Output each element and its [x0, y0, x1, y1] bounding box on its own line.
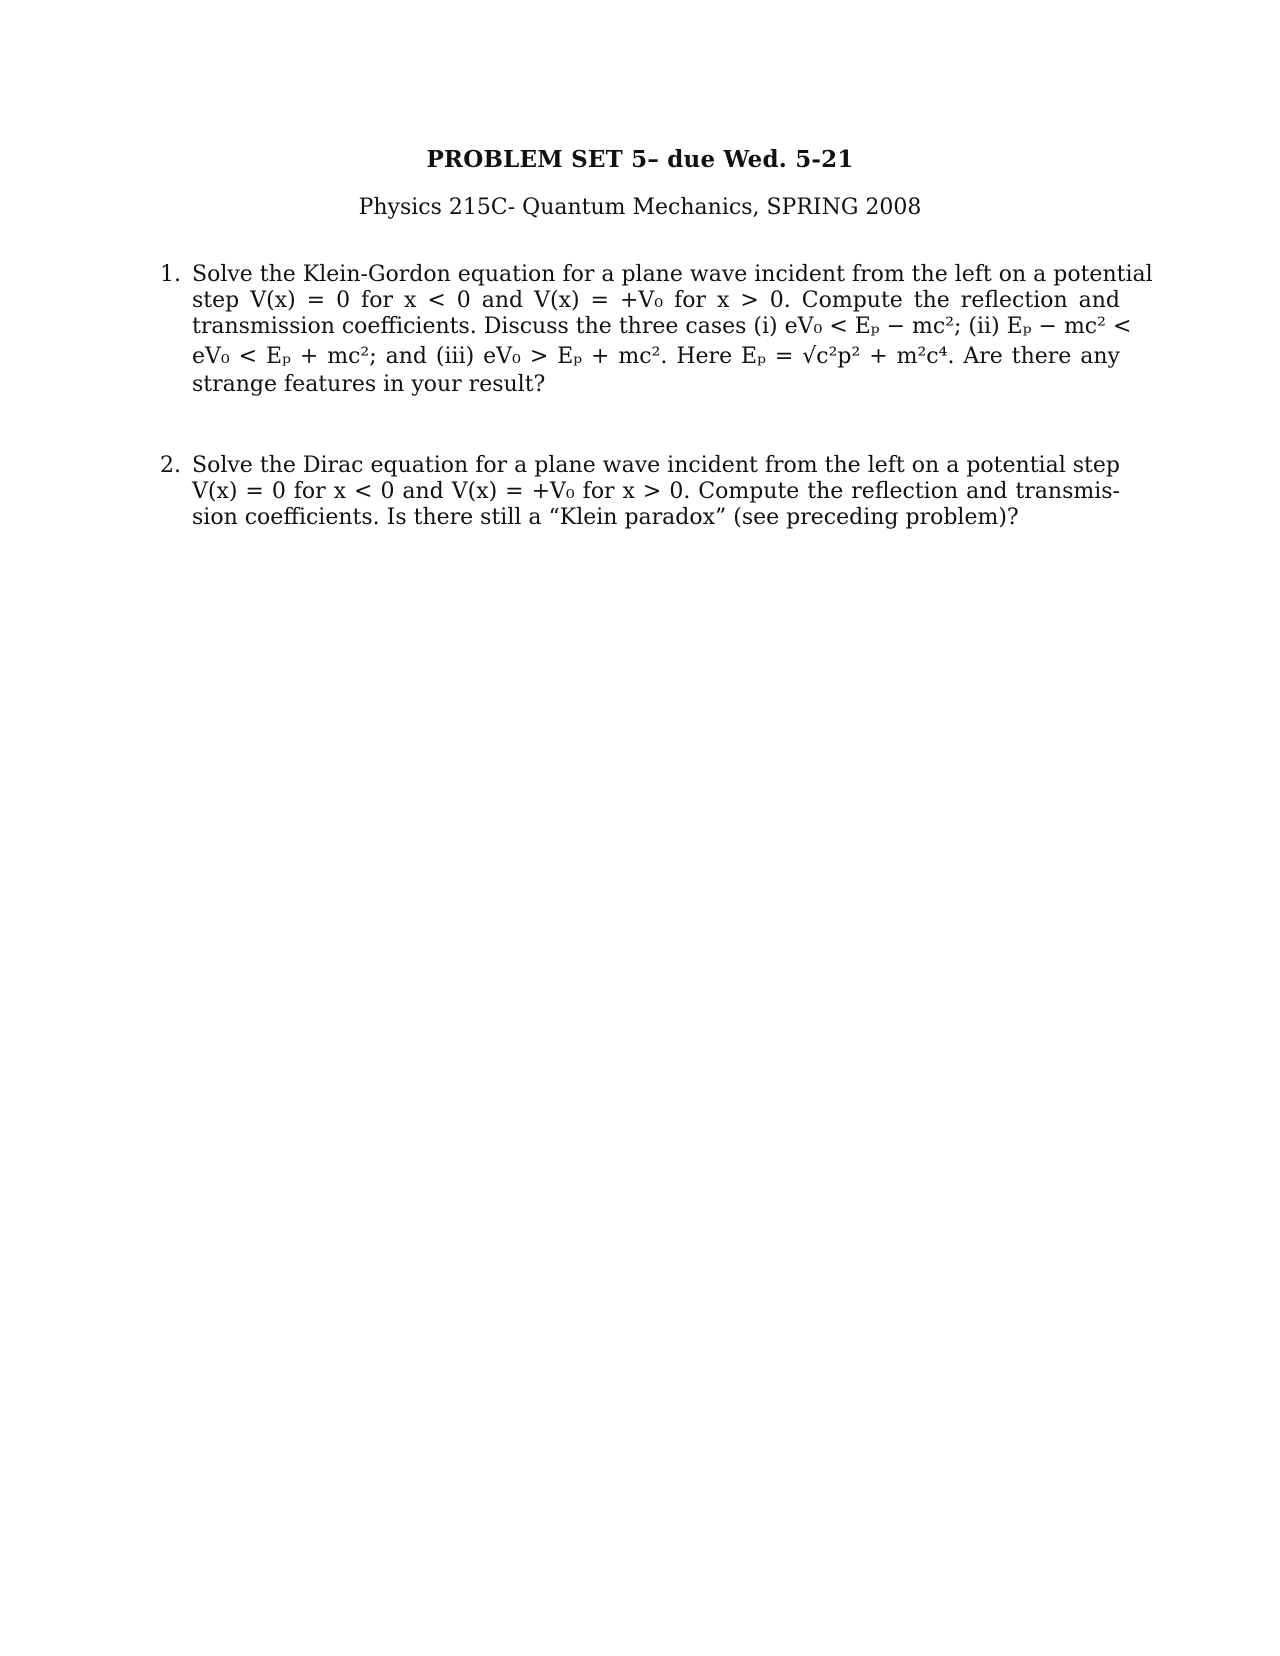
page-title: PROBLEM SET 5– due Wed. 5-21	[426, 146, 854, 173]
course-subtitle: Physics 215C- Quantum Mechanics, SPRING 2008	[358, 195, 922, 220]
problem-line: strange features in your result?	[192, 372, 546, 397]
problem-line: step V(x) = 0 for x < 0 and V(x) = +V₀ for x > 0. Compute the reflection and	[192, 288, 1120, 313]
problem-number: 2.	[160, 453, 181, 478]
problem-line: eV₀ < Eₚ + mc²; and (iii) eV₀ > Eₚ + mc². Here Eₚ = √c²p² + m²c⁴. Are there any	[192, 344, 1120, 369]
problem-number: 1.	[160, 262, 181, 287]
problem-line: sion coefficients. Is there still a “Klein paradox” (see preceding problem)?	[192, 505, 1019, 530]
problem-line: Solve the Dirac equation for a plane wave incident from the left on a potential step	[192, 453, 1120, 478]
problem-line: V(x) = 0 for x < 0 and V(x) = +V₀ for x > 0. Compute the reflection and transmis-	[192, 479, 1120, 504]
problem-line: transmission coefficients. Discuss the three cases (i) eV₀ < Eₚ − mc²; (ii) Eₚ − mc² <	[192, 314, 1132, 339]
problem-line: Solve the Klein-Gordon equation for a plane wave incident from the left on a potential	[192, 262, 1153, 287]
